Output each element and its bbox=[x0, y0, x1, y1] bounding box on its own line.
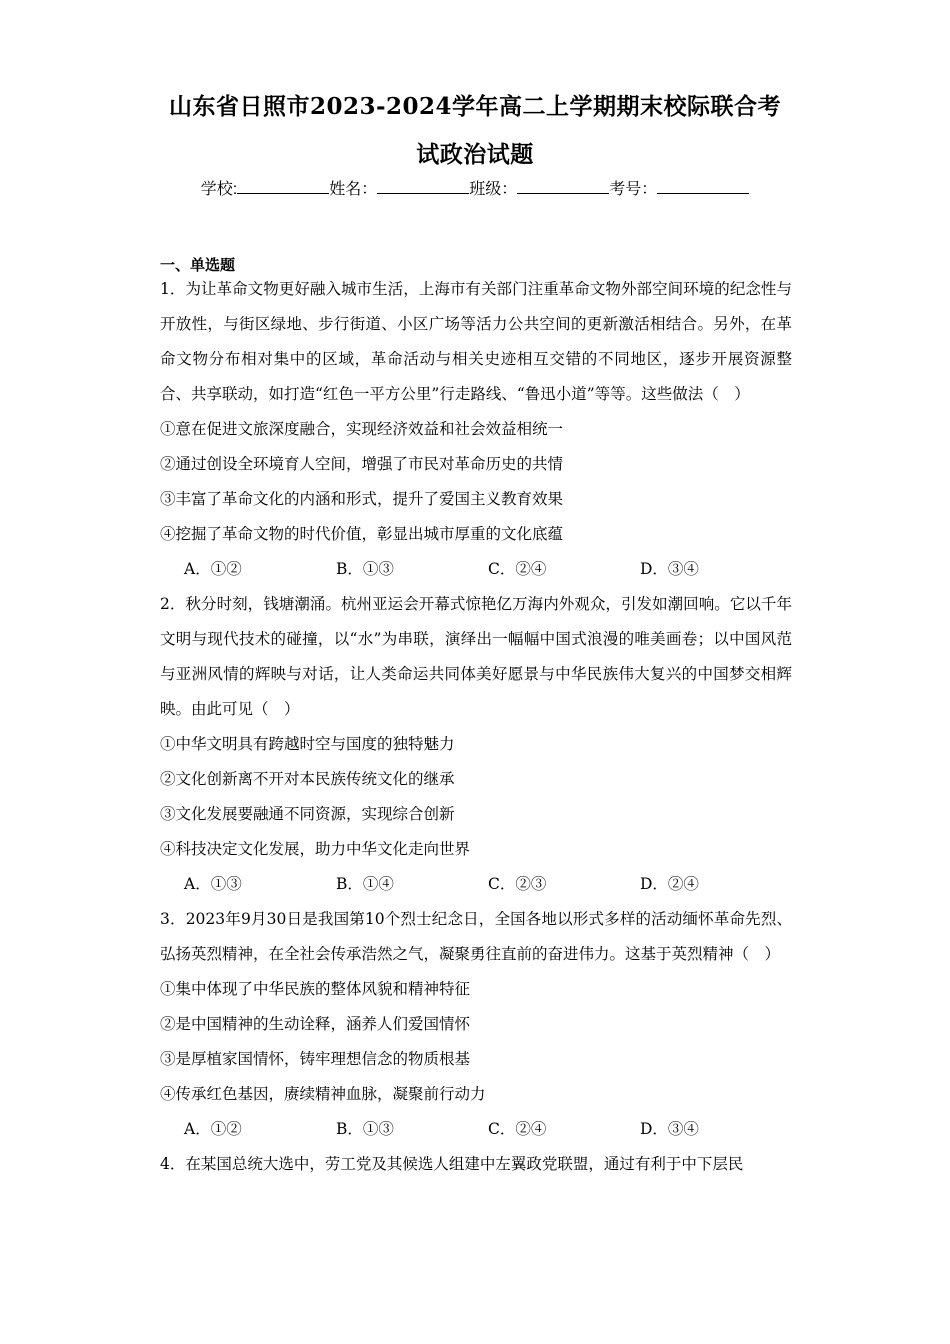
name-label: 姓名： bbox=[329, 181, 378, 198]
exam-title-line-2: 试政治试题 bbox=[416, 141, 534, 168]
answer-choices bbox=[160, 1112, 792, 1147]
statement-option: ②是中国精神的生动诠释，涵养人们爱国情怀 bbox=[160, 1015, 471, 1033]
question-1 bbox=[160, 272, 792, 587]
statement-option: ②通过创设全环境育人空间，增强了市民对革命历史的共情 bbox=[160, 455, 564, 473]
choice-c[interactable]: C．②④ bbox=[488, 1120, 547, 1138]
choice-d[interactable]: D．③④ bbox=[640, 1120, 699, 1138]
statement-option: ④传承红色基因，赓续精神血脉，凝聚前行动力 bbox=[160, 1085, 486, 1103]
questions-area bbox=[160, 272, 792, 1182]
statement-option: ③是厚植家国情怀，铸牢理想信念的物质根基 bbox=[160, 1050, 471, 1068]
class-label: 班级： bbox=[469, 181, 518, 198]
choice-d[interactable]: D．③④ bbox=[640, 560, 699, 578]
choice-b[interactable]: B．①③ bbox=[336, 560, 394, 578]
question-stem: 3．2023年9月30日是我国第10个烈士纪念日，全国各地以形式多样的活动缅怀革命先烈、弘扬英烈精神，在全社会传承浩然之气，凝聚勇往直前的奋进伟力。这基于英烈精神（ ） bbox=[160, 910, 792, 963]
name-blank[interactable] bbox=[377, 179, 469, 194]
exam-number-blank[interactable] bbox=[657, 179, 749, 194]
choice-a[interactable]: A．①② bbox=[184, 1120, 242, 1138]
statement-option: ④科技决定文化发展，助力中华文化走向世界 bbox=[160, 840, 471, 858]
choice-a[interactable]: A．①③ bbox=[184, 875, 242, 893]
school-label: 学校: bbox=[200, 181, 238, 198]
school-blank[interactable] bbox=[237, 179, 329, 194]
question-stem: 4．在某国总统大选中，劳工党及其候选人组建中左翼政党联盟，通过有利于中下层民 bbox=[160, 1155, 744, 1173]
question-stem: 2．秋分时刻，钱塘潮涌。杭州亚运会开幕式惊艳亿万海内外观众，引发如潮回响。它以千年文明与现代技术的碰撞，以“水”为串联，演绎出一幅幅中国式浪漫的唯美画卷；以中国风范与亚洲风情的辉映与对话，让人类命运共同体美好愿景与中华民族伟大复兴的中国梦交相辉映。由此可见（ ） bbox=[160, 595, 792, 718]
question-2 bbox=[160, 587, 792, 902]
statement-option: ②文化创新离不开对本民族传统文化的继承 bbox=[160, 770, 455, 788]
answer-choices bbox=[160, 552, 792, 587]
exam-title-line-1: 山东省日照市2023-2024学年高二上学期期末校际联合考 bbox=[168, 93, 782, 120]
statement-option: ①意在促进文旅深度融合，实现经济效益和社会效益相统一 bbox=[160, 420, 564, 438]
choice-d[interactable]: D．②④ bbox=[640, 875, 699, 893]
section-title: 一、单选题 bbox=[160, 256, 236, 274]
statement-option: ③文化发展要融通不同资源，实现综合创新 bbox=[160, 805, 455, 823]
choice-b[interactable]: B．①③ bbox=[336, 1120, 394, 1138]
statement-option: ①集中体现了中华民族的整体风貌和精神特征 bbox=[160, 980, 471, 998]
question-3 bbox=[160, 902, 792, 1147]
student-info-line bbox=[0, 176, 950, 199]
exam-number-label: 考号： bbox=[609, 181, 658, 198]
class-blank[interactable] bbox=[517, 179, 609, 194]
question-stem: 1．为让革命文物更好融入城市生活，上海市有关部门注重革命文物外部空间环境的纪念性与开放性，与街区绿地、步行街道、小区广场等活力公共空间的更新激活相结合。另外，在革命文物分布相对集中的区域，革命活动与相关史迹相互交错的不同地区，逐步开展资源整合、共享联动，如打造“红色一平方公里”行走路线、“鲁迅小道”等等。这些做法（ ） bbox=[160, 280, 792, 403]
answer-choices bbox=[160, 867, 792, 902]
choice-c[interactable]: C．②③ bbox=[488, 875, 547, 893]
statement-option: ③丰富了革命文化的内涵和形式，提升了爱国主义教育效果 bbox=[160, 490, 564, 508]
statement-option: ④挖掘了革命文物的时代价值，彰显出城市厚重的文化底蕴 bbox=[160, 525, 564, 543]
statement-option: ①中华文明具有跨越时空与国度的独特魅力 bbox=[160, 735, 455, 753]
choice-b[interactable]: B．①④ bbox=[336, 875, 394, 893]
choice-a[interactable]: A．①② bbox=[184, 560, 242, 578]
choice-c[interactable]: C．②④ bbox=[488, 560, 547, 578]
question-4 bbox=[160, 1147, 792, 1182]
